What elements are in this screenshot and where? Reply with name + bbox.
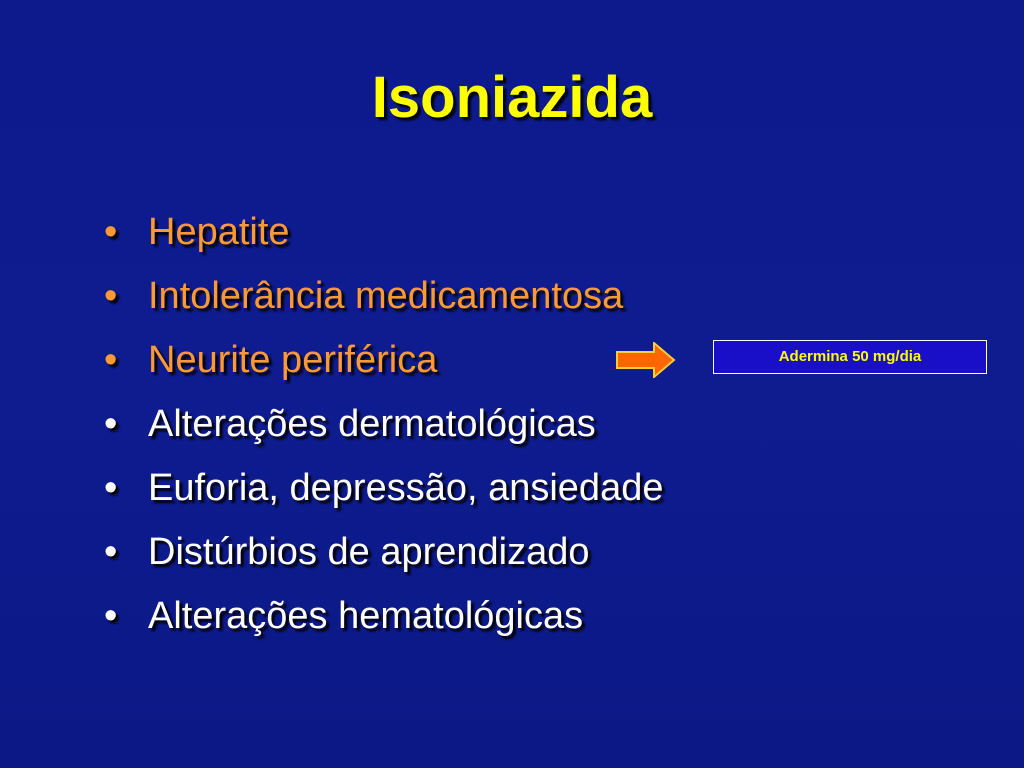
bullet-text: Distúrbios de aprendizado	[148, 531, 590, 573]
bullet-dot: •	[104, 275, 118, 317]
bullet-dot: •	[104, 531, 118, 573]
bullet-dot: •	[104, 403, 118, 445]
bullet-dot: •	[104, 339, 118, 381]
bullet-text: Neurite periférica	[148, 339, 438, 381]
bullet-text: Alterações dermatológicas	[148, 403, 596, 445]
bullet-dot: •	[104, 211, 118, 253]
right-arrow-icon	[616, 342, 676, 378]
bullet-dot: •	[104, 595, 118, 637]
arrow-shape	[617, 343, 674, 377]
bullet-text: Euforia, depressão, ansiedade	[148, 467, 664, 509]
dosage-note-text: Adermina 50 mg/dia	[778, 348, 922, 365]
bullet-text: Hepatite	[148, 211, 290, 253]
bullet-text: Intolerância medicamentosa	[148, 275, 624, 317]
bullet-dot: •	[104, 467, 118, 509]
dosage-note-box	[713, 340, 987, 374]
slide-title: Isoniazida	[371, 65, 653, 130]
bullet-text: Alterações hematológicas	[148, 595, 584, 637]
